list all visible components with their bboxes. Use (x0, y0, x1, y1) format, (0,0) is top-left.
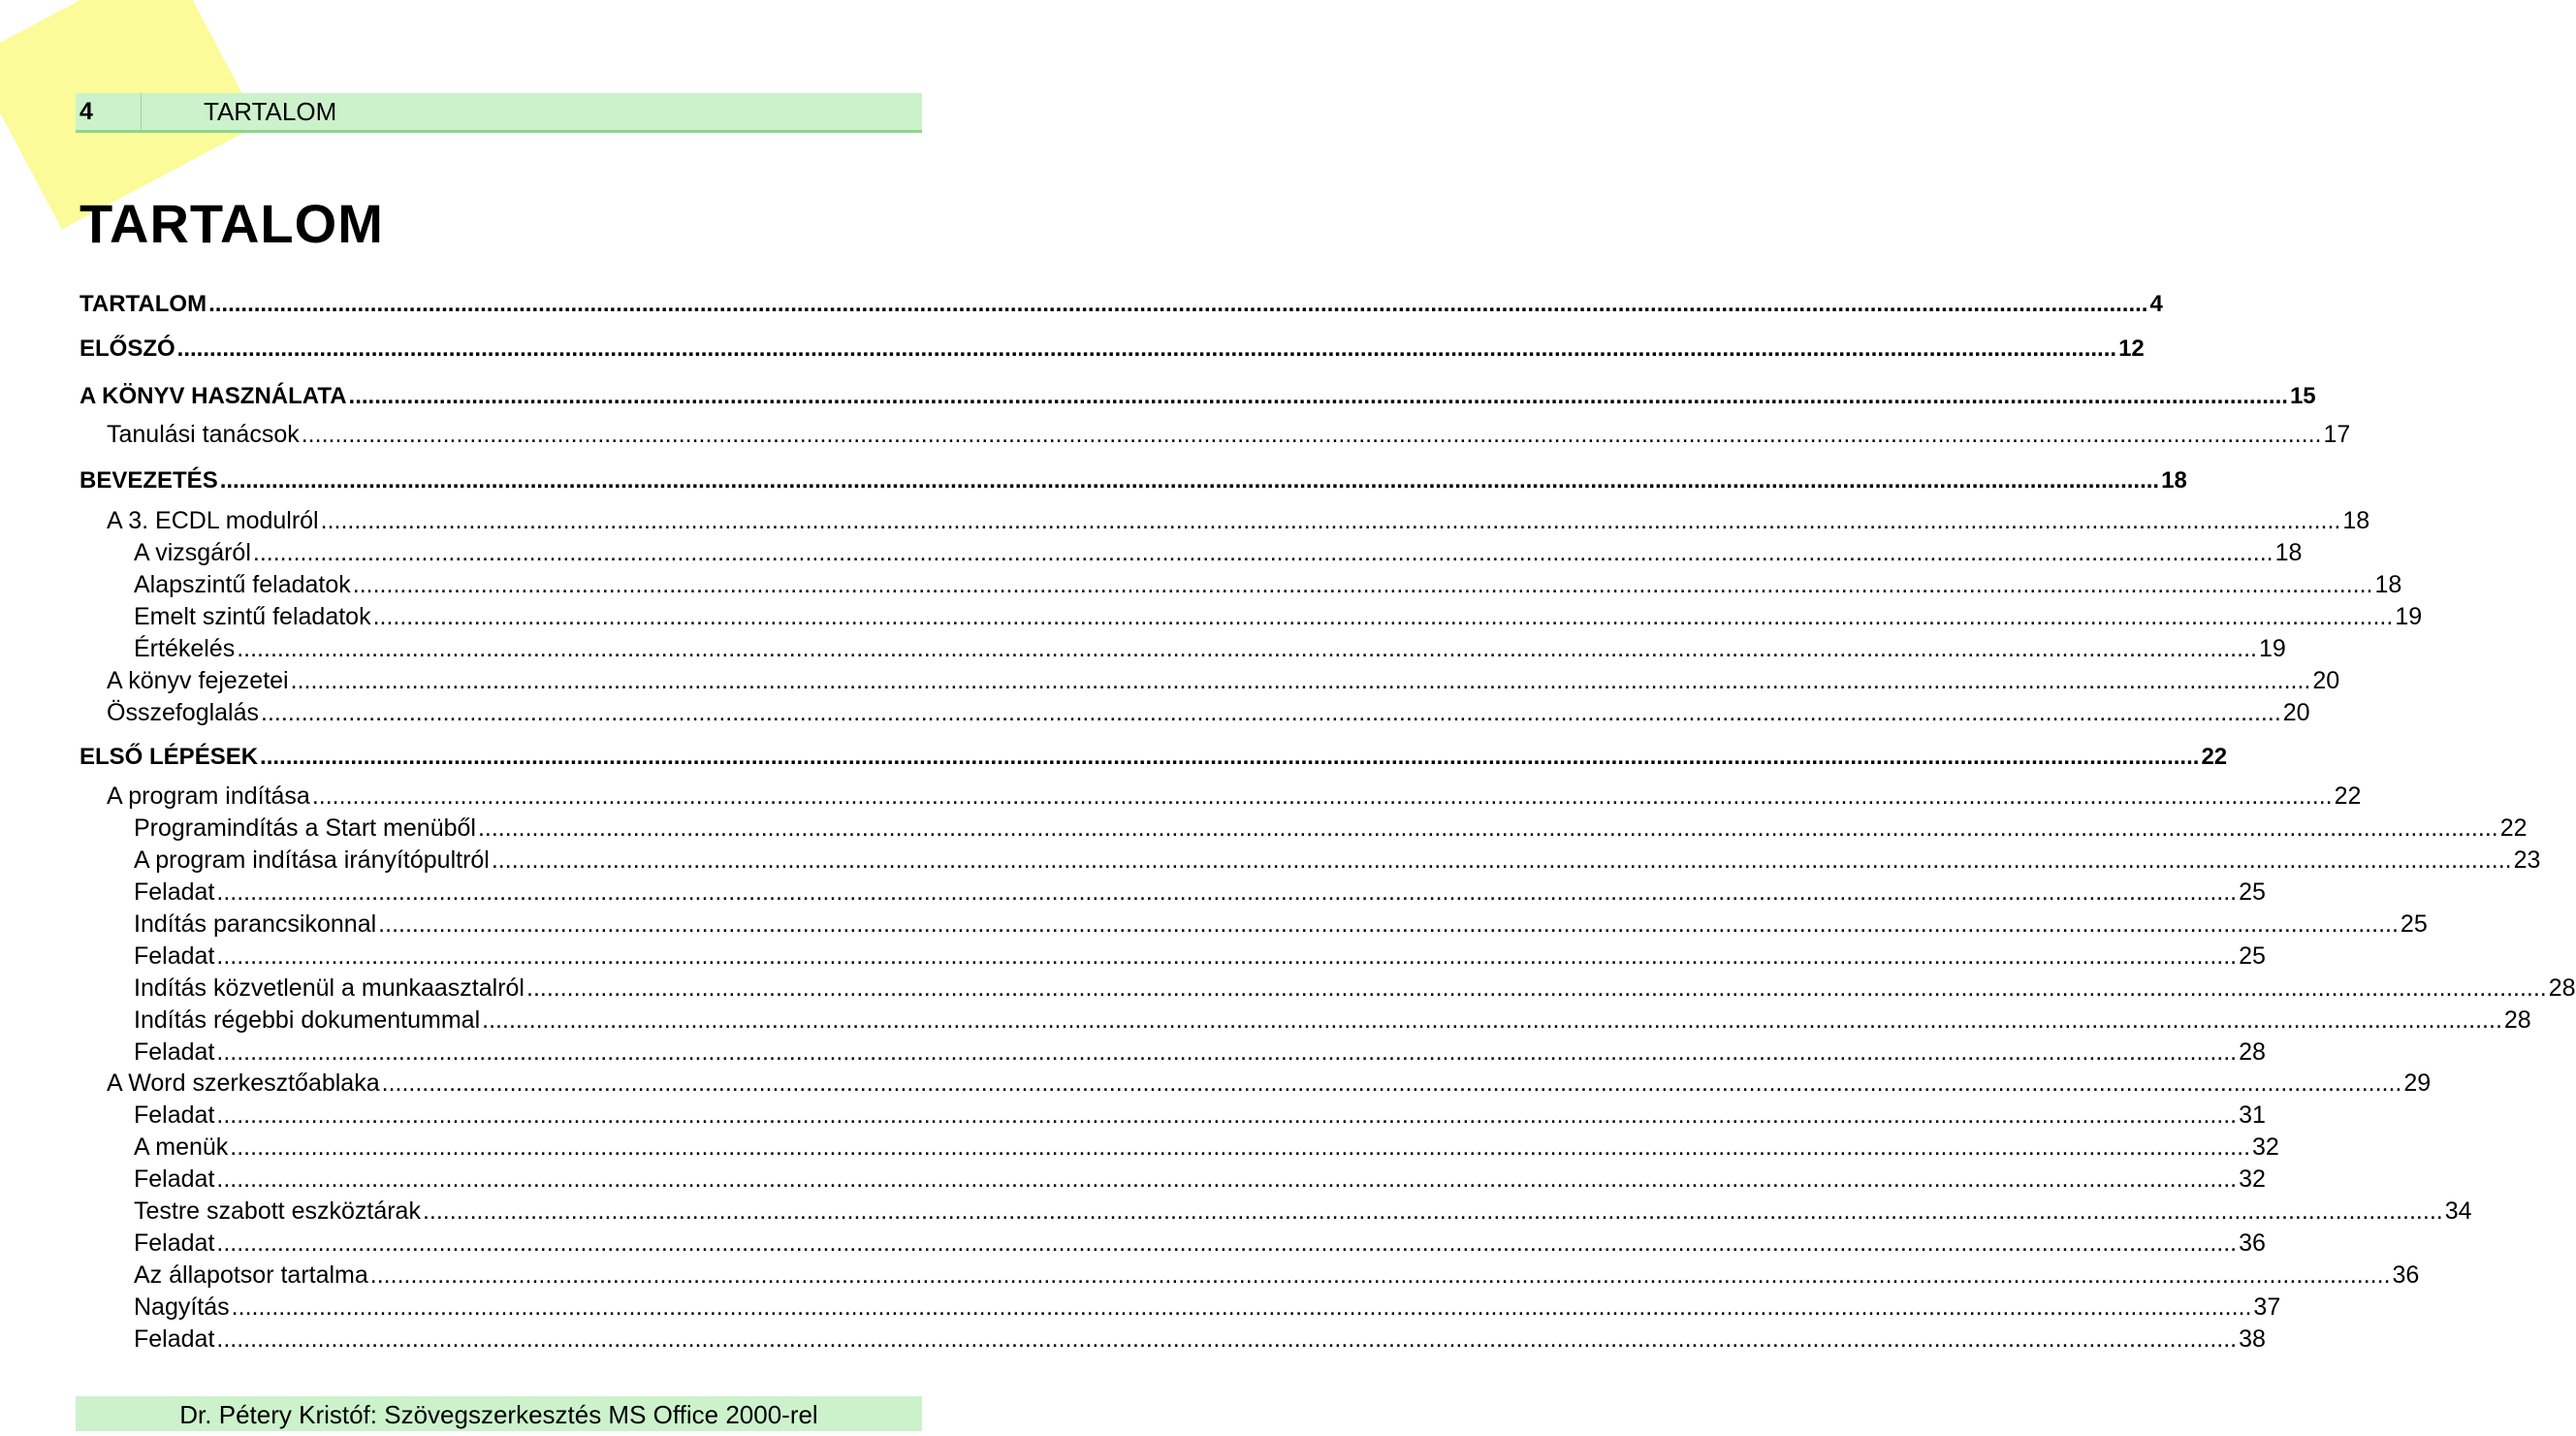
toc-entry-page: 28 (2548, 974, 2576, 1002)
toc-entry[interactable] (134, 909, 2428, 939)
toc-entry[interactable] (134, 602, 2423, 631)
toc-entry-label: Feladat (134, 1038, 215, 1066)
toc-entry-page: 29 (2403, 1069, 2432, 1097)
toc-leader-dots: ............................................................................................................................................................................................................................................................................................................ (311, 782, 2333, 810)
toc-entry[interactable] (134, 570, 2402, 599)
toc-leader-dots: ............................................................................................................................................................................................................................................................................................................ (252, 539, 2274, 566)
toc-leader-dots: ............................................................................................................................................................................................................................................................................................................ (219, 467, 2160, 494)
toc-entry-page: 36 (2392, 1261, 2420, 1289)
toc-entry-label: Programindítás a Start menüből (134, 814, 476, 842)
toc-entry[interactable] (107, 666, 2340, 695)
toc-entry[interactable] (80, 466, 2187, 495)
toc-entry[interactable] (134, 1005, 2531, 1035)
toc-entry-label: TARTALOM (80, 291, 207, 317)
toc-entry[interactable] (80, 290, 2163, 319)
toc-leader-dots: ............................................................................................................................................................................................................................................................................................................ (208, 291, 2148, 317)
page-header (76, 93, 922, 133)
toc-leader-dots: ............................................................................................................................................................................................................................................................................................................ (491, 846, 2512, 874)
toc-entry[interactable] (134, 973, 2576, 1003)
toc-leader-dots: ............................................................................................................................................................................................................................................................................................................ (216, 942, 2238, 970)
toc-leader-dots: ............................................................................................................................................................................................................................................................................................................ (378, 910, 2399, 938)
toc-entry-page: 37 (2253, 1293, 2281, 1321)
toc-entry-page: 19 (2258, 635, 2286, 662)
toc-entry-label: Indítás közvetlenül a munkaasztalról (134, 974, 525, 1002)
toc-entry[interactable] (80, 743, 2228, 772)
toc-leader-dots: ............................................................................................................................................................................................................................................................................................................ (369, 1261, 2391, 1289)
toc-entry-page: 18 (2161, 467, 2187, 494)
toc-entry-page: 25 (2400, 910, 2428, 938)
toc-leader-dots: ............................................................................................................................................................................................................................................................................................................ (216, 1165, 2238, 1193)
toc-entry-label: A program indítása irányítópultról (134, 846, 490, 874)
toc-entry-label: ELŐSZÓ (80, 335, 175, 362)
toc-leader-dots: ............................................................................................................................................................................................................................................................................................................ (422, 1197, 2443, 1225)
toc-entry-label: A Word szerkesztőablaka (107, 1069, 380, 1097)
toc-entry-page: 25 (2239, 942, 2266, 970)
toc-entry-page: 19 (2395, 603, 2423, 630)
toc-leader-dots: ............................................................................................................................................................................................................................................................................................................ (216, 878, 2238, 906)
toc-entry[interactable] (134, 846, 2541, 875)
toc-leader-dots: ............................................................................................................................................................................................................................................................................................................ (237, 635, 2257, 662)
toc-entry[interactable] (107, 420, 2351, 449)
toc-entry-page: 17 (2323, 421, 2351, 448)
toc-leader-dots: ............................................................................................................................................................................................................................................................................................................ (260, 744, 2200, 770)
toc-leader-dots: ............................................................................................................................................................................................................................................................................................................ (301, 421, 2322, 448)
toc-entry-label: A vizsgáról (134, 539, 251, 566)
toc-leader-dots: ............................................................................................................................................................................................................................................................................................................ (216, 1229, 2238, 1257)
toc-entry[interactable] (134, 941, 2266, 971)
toc-entry-label: Feladat (134, 1165, 215, 1193)
toc-entry-page: 38 (2239, 1325, 2266, 1353)
toc-entry[interactable] (134, 1324, 2266, 1354)
page-footer: Dr. Pétery Kristóf: Szövegszerkesztés MS Office 2000-rel (76, 1396, 922, 1431)
toc-leader-dots: ............................................................................................................................................................................................................................................................................................................ (482, 1006, 2502, 1034)
toc-entry-label: Értékelés (134, 635, 236, 662)
toc-entry-label: Nagyítás (134, 1293, 230, 1321)
toc-leader-dots: ............................................................................................................................................................................................................................................................................................................ (176, 335, 2117, 362)
toc-entry-page: 25 (2239, 878, 2266, 906)
toc-entry-label: ELSŐ LÉPÉSEK (80, 744, 259, 770)
toc-entry-label: A program indítása (107, 782, 310, 810)
toc-entry-label: A menük (134, 1133, 229, 1161)
toc-leader-dots: ............................................................................................................................................................................................................................................................................................................ (230, 1133, 2251, 1161)
toc-entry-label: A 3. ECDL modulról (107, 507, 319, 534)
toc-entry-page: 22 (2499, 814, 2528, 842)
header-page-number: 4 (76, 93, 142, 130)
toc-entry-page: 28 (2239, 1038, 2266, 1066)
toc-leader-dots: ............................................................................................................................................................................................................................................................................................................ (381, 1069, 2402, 1097)
toc-entry-page: 28 (2503, 1006, 2531, 1034)
toc-leader-dots: ............................................................................................................................................................................................................................................................................................................ (477, 814, 2498, 842)
toc-entry-page: 31 (2239, 1101, 2266, 1129)
toc-entry-page: 15 (2289, 383, 2316, 409)
toc-entry[interactable] (134, 1260, 2420, 1290)
toc-entry-page: 12 (2118, 335, 2145, 362)
toc-leader-dots: ............................................................................................................................................................................................................................................................................................................ (290, 667, 2311, 694)
toc-entry-label: Feladat (134, 878, 215, 906)
toc-entry-label: Tanulási tanácsok (107, 421, 300, 448)
toc-entry-label: A KÖNYV HASZNÁLATA (80, 383, 347, 409)
toc-entry-page: 22 (2334, 782, 2362, 810)
toc-entry-label: Emelt szintű feladatok (134, 603, 371, 630)
toc-entry-label: Indítás régebbi dokumentummal (134, 1006, 481, 1034)
toc-entry[interactable] (134, 1229, 2266, 1258)
toc-entry-label: Testre szabott eszköztárak (134, 1197, 421, 1225)
toc-entry-label: Feladat (134, 1101, 215, 1129)
toc-leader-dots: ............................................................................................................................................................................................................................................................................................................ (348, 383, 2288, 409)
toc-entry-label: Feladat (134, 942, 215, 970)
toc-entry-label: BEVEZETÉS (80, 467, 218, 494)
toc-entry[interactable] (134, 1133, 2279, 1162)
toc-leader-dots: ............................................................................................................................................................................................................................................................................................................ (352, 571, 2373, 598)
toc-entry-label: Feladat (134, 1325, 215, 1353)
toc-entry-page: 18 (2274, 539, 2303, 566)
toc-entry-label: Feladat (134, 1229, 215, 1257)
toc-entry[interactable] (134, 1037, 2266, 1067)
toc-entry-label: A könyv fejezetei (107, 667, 289, 694)
toc-entry[interactable] (134, 1292, 2281, 1322)
toc-entry-page: 18 (2342, 507, 2370, 534)
toc-leader-dots: ............................................................................................................................................................................................................................................................................................................ (216, 1038, 2238, 1066)
toc-leader-dots: ............................................................................................................................................................................................................................................................................................................ (216, 1325, 2238, 1353)
toc-leader-dots: ............................................................................................................................................................................................................................................................................................................ (231, 1293, 2252, 1321)
header-section-title: TARTALOM (204, 97, 337, 126)
toc-entry[interactable] (107, 1069, 2432, 1098)
toc-entry[interactable] (107, 506, 2370, 535)
toc-entry-label: Alapszintű feladatok (134, 571, 351, 598)
toc-leader-dots: ............................................................................................................................................................................................................................................................................................................ (261, 699, 2281, 726)
toc-entry-page: 20 (2312, 667, 2340, 694)
toc-entry-page: 23 (2513, 846, 2541, 874)
toc-entry-page: 32 (2252, 1133, 2279, 1161)
toc-entry-page: 18 (2374, 571, 2402, 598)
toc-entry-page: 22 (2201, 744, 2228, 770)
toc-entry[interactable] (134, 1165, 2266, 1194)
toc-entry[interactable] (107, 782, 2362, 811)
toc-entry[interactable] (107, 698, 2310, 727)
toc-entry-label: Az állapotsor tartalma (134, 1261, 368, 1289)
toc-entry-label: Indítás parancsikonnal (134, 910, 377, 938)
toc-entry[interactable] (80, 335, 2145, 364)
toc-entry[interactable] (134, 538, 2303, 567)
toc-entry[interactable] (134, 1101, 2266, 1130)
page-title: TARTALOM (80, 193, 384, 254)
toc-entry-page: 36 (2239, 1229, 2266, 1257)
toc-entry[interactable] (134, 814, 2528, 843)
toc-entry-label: Összefoglalás (107, 699, 260, 726)
toc-leader-dots: ............................................................................................................................................................................................................................................................................................................ (526, 974, 2547, 1002)
toc-entry[interactable] (134, 634, 2286, 663)
toc-leader-dots: ............................................................................................................................................................................................................................................................................................................ (372, 603, 2394, 630)
toc-entry[interactable] (134, 878, 2266, 907)
toc-leader-dots: ............................................................................................................................................................................................................................................................................................................ (216, 1101, 2238, 1129)
toc-leader-dots: ............................................................................................................................................................................................................................................................................................................ (320, 507, 2341, 534)
toc-entry[interactable] (80, 382, 2316, 411)
toc-entry[interactable] (134, 1197, 2472, 1226)
toc-entry-page: 32 (2239, 1165, 2266, 1193)
toc-entry-page: 20 (2282, 699, 2310, 726)
toc-entry-page: 34 (2444, 1197, 2472, 1225)
toc-entry-page: 4 (2149, 291, 2163, 317)
